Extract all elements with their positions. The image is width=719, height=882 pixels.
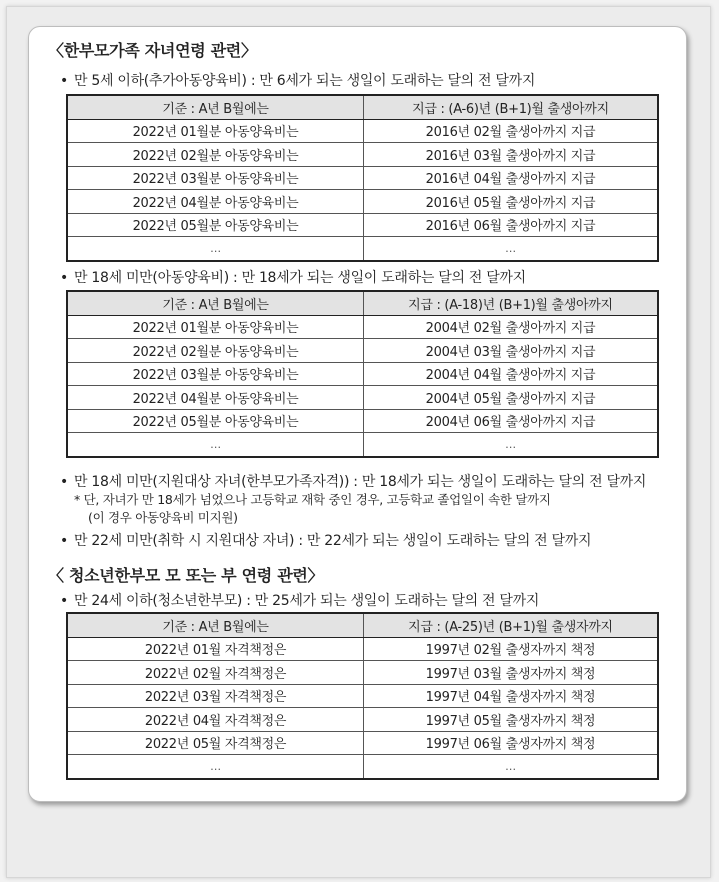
bullet-text: 만 18세 미만(아동양육비) : 만 18세가 되는 생일이 도래하는 달의 전 달까지	[74, 270, 526, 286]
table-cell: 2016년 03월 출생아까지 지급	[364, 143, 659, 167]
header-cell-payment: 지급 : (A-25)년 (B+1)월 출생자까지	[364, 613, 659, 637]
table-cell: 2004년 06월 출생아까지 지급	[364, 409, 659, 433]
table-row	[67, 637, 658, 661]
section1-bullet3	[60, 471, 646, 491]
table-child-under-18	[66, 290, 659, 458]
table-cell: 1997년 05월 출생자까지 책정	[364, 708, 659, 732]
table-cell: …	[67, 755, 364, 779]
table-cell: 2004년 05월 출생아까지 지급	[364, 386, 659, 410]
table-cell: 2022년 01월분 아동양육비는	[67, 315, 364, 339]
table-cell: 1997년 04월 출생자까지 책정	[364, 684, 659, 708]
table-cell: 1997년 03월 출생자까지 책정	[364, 661, 659, 685]
table-cell: …	[364, 433, 659, 457]
header-cell-payment: 지급 : (A-6)년 (B+1)월 출생아까지	[364, 95, 659, 119]
table-cell: 2004년 04월 출생아까지 지급	[364, 362, 659, 386]
section2-bullet1	[60, 590, 539, 610]
table-cell: 2004년 02월 출생아까지 지급	[364, 315, 659, 339]
table-row	[67, 362, 658, 386]
header-cell-criteria: 기준 : A년 B월에는	[67, 95, 364, 119]
section1-bullet4	[60, 530, 591, 550]
table-cell: 2022년 01월 자격책정은	[67, 637, 364, 661]
table-row	[67, 386, 658, 410]
table-cell: 2022년 03월분 아동양육비는	[67, 166, 364, 190]
section1-note1: * 단, 자녀가 만 18세가 넘었으나 고등학교 재학 중인 경우, 고등학교 졸업일이 속한 달까지	[74, 492, 551, 507]
table-cell: 2022년 03월분 아동양육비는	[67, 362, 364, 386]
table-cell: 2022년 05월분 아동양육비는	[67, 213, 364, 237]
bullet-dot: •	[60, 474, 68, 490]
table-cell: 2016년 04월 출생아까지 지급	[364, 166, 659, 190]
table-cell: …	[67, 433, 364, 457]
table-row-ellipsis	[67, 433, 658, 457]
table-cell: 2016년 05월 출생아까지 지급	[364, 190, 659, 214]
table-row	[67, 708, 658, 732]
table-cell: …	[364, 755, 659, 779]
table-cell: 2022년 01월분 아동양육비는	[67, 119, 364, 143]
table-cell: 2016년 06월 출생아까지 지급	[364, 213, 659, 237]
table-row	[67, 684, 658, 708]
bullet-text: 만 5세 이하(추가아동양육비) : 만 6세가 되는 생일이 도래하는 달의 전 달까지	[74, 73, 536, 89]
header-cell-payment: 지급 : (A-18)년 (B+1)월 출생아까지	[364, 291, 659, 315]
section1-bullet2	[60, 267, 526, 287]
table-cell: 2022년 04월분 아동양육비는	[67, 386, 364, 410]
section2-heading: 〈 청소년한부모 모 또는 부 연령 관련〉	[48, 566, 324, 585]
section1-bullet1	[60, 70, 535, 90]
table-row	[67, 731, 658, 755]
bullet-dot: •	[60, 533, 68, 549]
table-cell: 1997년 06월 출생자까지 책정	[364, 731, 659, 755]
table-cell: 2022년 05월분 아동양육비는	[67, 409, 364, 433]
table-cell: 2022년 02월분 아동양육비는	[67, 143, 364, 167]
table-cell: 2022년 02월분 아동양육비는	[67, 339, 364, 363]
bullet-text: 만 18세 미만(지원대상 자녀(한부모가족자격)) : 만 18세가 되는 생일이 도래하는 달의 전 달까지	[74, 474, 647, 490]
table-row-ellipsis	[67, 755, 658, 779]
table-cell: 2022년 03월 자격책정은	[67, 684, 364, 708]
table-cell: 1997년 02월 출생자까지 책정	[364, 637, 659, 661]
table-row-ellipsis	[67, 237, 658, 261]
table-row	[67, 119, 658, 143]
table-header-row	[67, 613, 658, 637]
table-row	[67, 143, 658, 167]
table-row	[67, 409, 658, 433]
table-cell: …	[67, 237, 364, 261]
table-row	[67, 315, 658, 339]
table-cell: 2004년 03월 출생아까지 지급	[364, 339, 659, 363]
table-cell: 2022년 02월 자격책정은	[67, 661, 364, 685]
table-young-single-parent	[66, 612, 659, 780]
bullet-dot: •	[60, 270, 68, 286]
table-cell: 2016년 02월 출생아까지 지급	[364, 119, 659, 143]
bullet-dot: •	[60, 73, 68, 89]
bullet-text: 만 24세 이하(청소년한부모) : 만 25세가 되는 생일이 도래하는 달의 전 달까지	[74, 593, 540, 609]
bullet-dot: •	[60, 593, 68, 609]
table-row	[67, 166, 658, 190]
table-row	[67, 339, 658, 363]
table-cell: 2022년 04월 자격책정은	[67, 708, 364, 732]
table-cell: 2022년 04월분 아동양육비는	[67, 190, 364, 214]
section1-note2: (이 경우 아동양육비 미지원)	[88, 510, 238, 525]
section1-heading: 〈한부모가족 자녀연령 관련〉	[48, 41, 257, 60]
table-cell: …	[364, 237, 659, 261]
table-row	[67, 213, 658, 237]
table-row	[67, 190, 658, 214]
header-cell-criteria: 기준 : A년 B월에는	[67, 291, 364, 315]
table-header-row	[67, 95, 658, 119]
header-cell-criteria: 기준 : A년 B월에는	[67, 613, 364, 637]
table-header-row	[67, 291, 658, 315]
table-row	[67, 661, 658, 685]
bullet-text: 만 22세 미만(취학 시 지원대상 자녀) : 만 22세가 되는 생일이 도래하는 달의 전 달까지	[74, 533, 592, 549]
table-child-under-6	[66, 94, 659, 262]
table-cell: 2022년 05월 자격책정은	[67, 731, 364, 755]
